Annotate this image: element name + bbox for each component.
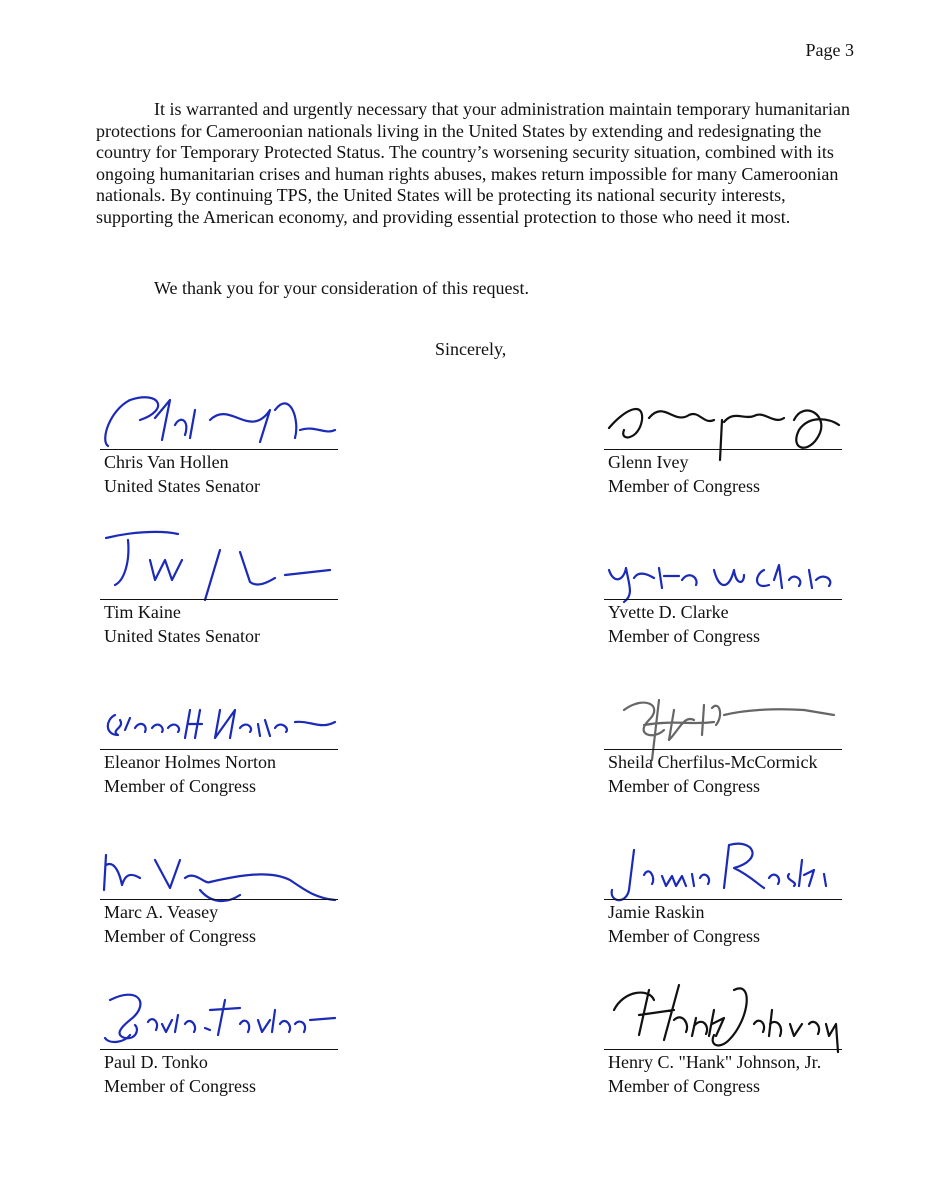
body-paragraph-2: We thank you for your consideration of this request. bbox=[154, 278, 529, 298]
signature-cherfilus-mccormick bbox=[604, 680, 844, 760]
signature-line bbox=[604, 749, 842, 750]
signatory-name: Paul D. Tonko bbox=[104, 1052, 208, 1072]
signatory-name: Henry C. "Hank" Johnson, Jr. bbox=[608, 1052, 822, 1072]
signatory-name: Sheila Cherfilus-McCormick bbox=[608, 752, 818, 772]
signature-line bbox=[100, 599, 338, 600]
signature-veasey bbox=[100, 830, 340, 910]
signature-block-veasey bbox=[100, 830, 340, 950]
signatory-name: Jamie Raskin bbox=[608, 902, 705, 922]
signatory-name: Chris Van Hollen bbox=[104, 452, 229, 472]
signature-line bbox=[604, 1049, 842, 1050]
signature-block-ivey bbox=[604, 380, 844, 500]
signature-johnson bbox=[604, 980, 844, 1060]
signature-line bbox=[100, 449, 338, 450]
signature-raskin bbox=[604, 830, 844, 910]
signature-kaine bbox=[100, 530, 340, 610]
signature-line bbox=[604, 449, 842, 450]
signature-line bbox=[100, 899, 338, 900]
signatory-title: Member of Congress bbox=[608, 776, 760, 796]
body-paragraph-1: It is warranted and urgently necessary that your administration maintain temporary humanitarian protections for Cameroonian nationals living in the United States by extending and redesignating the country for Temporary Protected Status. The country’s worsening security situation, combined with its ongoing humanitarian crises and human rights abuses, makes return impossible for many Cameroonian nationals. By continuing TPS, the United States will be protecting its national security interests, supporting the American economy, and providing essential protection to those who need it most. bbox=[96, 99, 850, 227]
signature-block-van-hollen bbox=[100, 380, 340, 500]
signatory-title: United States Senator bbox=[104, 626, 260, 646]
signature-block-raskin bbox=[604, 830, 844, 950]
signature-ivey bbox=[604, 380, 844, 460]
signature-block-clarke bbox=[604, 530, 844, 650]
signatory-title: Member of Congress bbox=[104, 776, 256, 796]
signatory-name: Marc A. Veasey bbox=[104, 902, 219, 922]
signature-line bbox=[100, 749, 338, 750]
signature-block-johnson bbox=[604, 980, 844, 1100]
signature-line bbox=[604, 899, 842, 900]
signatory-name: Tim Kaine bbox=[104, 602, 181, 622]
signature-line bbox=[604, 599, 842, 600]
signature-line bbox=[100, 1049, 338, 1050]
signatory-title: United States Senator bbox=[104, 476, 260, 496]
signatory-title: Member of Congress bbox=[608, 476, 760, 496]
signature-tonko bbox=[100, 980, 340, 1060]
signature-clarke bbox=[604, 530, 844, 610]
signatory-name: Yvette D. Clarke bbox=[608, 602, 729, 622]
signatory-title: Member of Congress bbox=[608, 1076, 760, 1096]
signature-block-norton bbox=[100, 680, 340, 800]
signature-block-cherfilus-mccormick bbox=[604, 680, 844, 800]
signature-block-tonko bbox=[100, 980, 340, 1100]
signature-block-kaine bbox=[100, 530, 340, 650]
page-number: Page 3 bbox=[805, 40, 854, 60]
signatory-title: Member of Congress bbox=[608, 626, 760, 646]
signatory-title: Member of Congress bbox=[104, 926, 256, 946]
signatory-name: Glenn Ivey bbox=[608, 452, 689, 472]
signature-van-hollen bbox=[100, 380, 340, 460]
signatory-name: Eleanor Holmes Norton bbox=[104, 752, 276, 772]
signature-norton bbox=[100, 680, 340, 760]
signatory-title: Member of Congress bbox=[104, 1076, 256, 1096]
closing: Sincerely, bbox=[435, 339, 507, 359]
signatory-title: Member of Congress bbox=[608, 926, 760, 946]
